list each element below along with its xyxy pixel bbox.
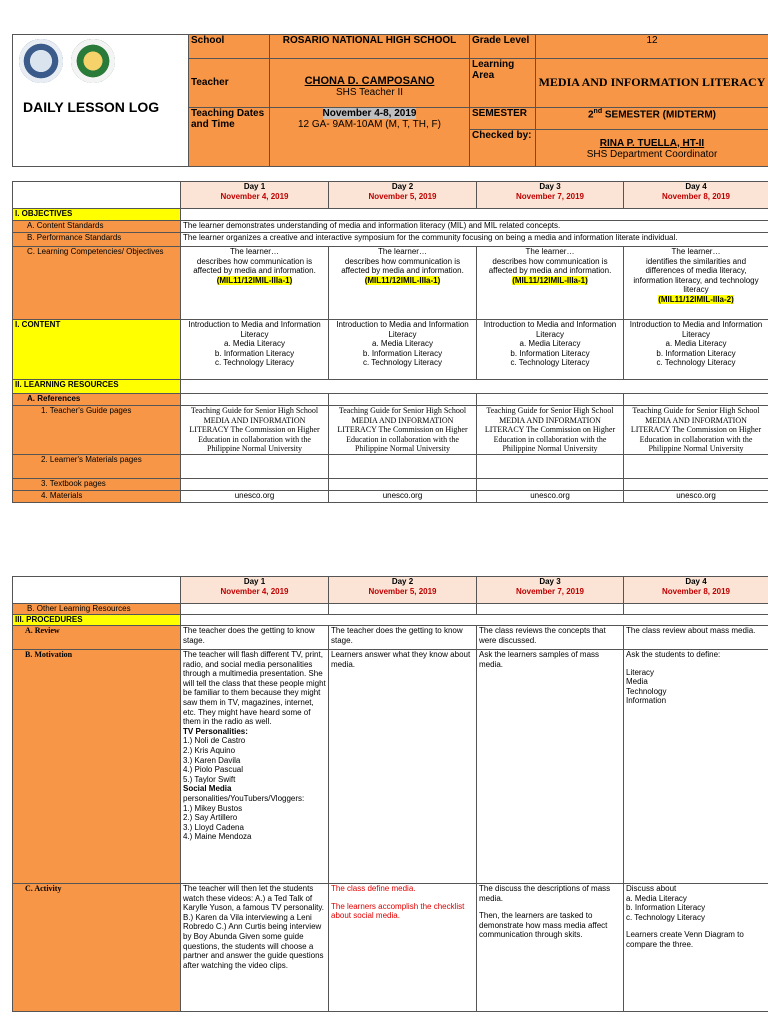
day-date: November 4, 2019 xyxy=(220,191,289,201)
content-line: Introduction to Media and Information Literacy xyxy=(188,320,321,339)
procedures-table xyxy=(12,576,768,1012)
tv-personalities-heading: TV Personalities: xyxy=(183,726,248,736)
activity-line: The learners accomplish the checklist about social media. xyxy=(331,901,465,921)
blank-cell xyxy=(329,394,477,406)
competency-cell xyxy=(181,247,329,320)
day-label: Day 1 xyxy=(243,577,266,586)
review-cell: The class reviews the concepts that were discussed. xyxy=(477,626,624,650)
competency-code: (MIL11/12IMIL-IIIa-1) xyxy=(512,275,588,285)
motivation-intro: The teacher will flash different TV, print, radio, and social media personalities through a multimedia presentation. She will tell the class that these people might be familiar to them because they might saw them in TV, magazines, internet, etc. They might have heard some of them in the radio as well. xyxy=(183,650,326,727)
competency-code: (MIL11/12IMIL-IIIa-2) xyxy=(658,294,734,304)
semester-value xyxy=(536,107,768,129)
list-item: 4.) Piolo Pascual xyxy=(183,765,244,775)
blank-cell xyxy=(477,454,624,478)
corner-cell xyxy=(13,182,181,209)
blank-cell xyxy=(624,478,768,490)
day-header xyxy=(477,577,624,604)
checked-cell xyxy=(536,129,768,166)
objectives-table xyxy=(12,181,768,503)
semester-label: SEMESTER xyxy=(470,107,536,129)
content-line: a. Media Literacy xyxy=(372,339,433,349)
content-line: a. Media Literacy xyxy=(665,339,727,349)
activity-line: Then, the learners are tasked to demonstrate how mass media affect communication through skits. xyxy=(479,911,608,940)
social-media-subheading: personalities/YouTubers/Vloggers: xyxy=(183,793,305,803)
day-header xyxy=(477,182,624,209)
day-date: November 7, 2019 xyxy=(515,586,585,596)
performance-standards-label: B. Performance Standards xyxy=(13,233,181,247)
competency-text: identifies the similarities and differences of media literacy, information literacy, and technology literacy xyxy=(633,256,759,295)
header-table xyxy=(12,34,768,167)
blank-cell xyxy=(329,454,477,478)
competency-lead: The learner… xyxy=(525,247,575,256)
day-label: Day 2 xyxy=(391,577,414,586)
competency-text: describes how communication is affected by media and information. xyxy=(193,256,316,276)
competency-cell xyxy=(624,247,768,320)
day-header xyxy=(181,577,329,604)
teacher-title: SHS Teacher II xyxy=(335,87,404,99)
grade-label: Grade Level xyxy=(470,35,536,59)
checked-name: RINA P. TUELLA, HT-II xyxy=(599,137,705,149)
list-item: Information xyxy=(626,696,667,706)
content-line: b. Information Literacy xyxy=(510,348,590,358)
blank-cell xyxy=(181,380,768,394)
performance-standards: The learner organizes a creative and interactive symposium for the community focusing on being a media and information literate individual. xyxy=(181,233,768,247)
competency-code: (MIL11/12IMIL-IIIa-1) xyxy=(364,275,441,285)
day-date: November 4, 2019 xyxy=(220,586,289,596)
competency-text: describes how communication is affected by media and information. xyxy=(341,256,464,276)
competencies-label: C. Learning Competencies/ Objectives xyxy=(13,247,181,320)
teachers-guide-cell: Teaching Guide for Senior High School MEDIA AND INFORMATION LITERACY The Commission on Higher Education in collaboration with the Philippine Normal University xyxy=(329,406,477,455)
day-label: Day 3 xyxy=(539,577,561,586)
school-seal-icon xyxy=(71,39,115,83)
review-label: A. Review xyxy=(13,626,181,650)
activity-heading: Discuss about xyxy=(626,884,677,893)
content-cell xyxy=(477,320,624,380)
content-line: b. Information Literacy xyxy=(656,348,736,358)
list-item: Literacy xyxy=(626,667,655,677)
checked-label: Checked by: xyxy=(470,129,536,166)
content-line: Introduction to Media and Information Literacy xyxy=(336,320,469,339)
day-header xyxy=(624,577,768,604)
competency-lead: The learner… xyxy=(230,247,279,256)
day-date: November 8, 2019 xyxy=(661,586,731,596)
day-label: Day 2 xyxy=(391,182,414,191)
content-line: a. Media Literacy xyxy=(224,339,285,349)
review-cell: The teacher does the getting to know stage. xyxy=(181,626,329,650)
content-line: c. Technology Literacy xyxy=(656,358,736,368)
teacher-label: Teacher xyxy=(189,59,270,107)
teachers-guide-cell: Teaching Guide for Senior High School MEDIA AND INFORMATION LITERACY The Commission on Higher Education in collaboration with the Philippine Normal University xyxy=(624,406,768,455)
content-line: c. Technology Literacy xyxy=(214,358,294,368)
activity-line: The discuss the descriptions of mass media. xyxy=(479,884,611,903)
dates-value: November 4-8, 2019 xyxy=(322,107,417,119)
area-value: MEDIA AND INFORMATION LITERACY xyxy=(536,59,768,107)
activity-cell: The teacher will then let the students watch these videos: A.) a Ted Talk of Karylle Yuson, a famous TV personality. B.) Karen da Vila interviewing a Leni Robredo C.) Ann Curtis being interview by Boy Abunda Given some guide questions, the students will choose a partner and answer the guide questions after watching the video clips. xyxy=(181,884,329,1012)
list-item: 5.) Taylor Swift xyxy=(183,774,236,784)
procedures-label: III. PROCEDURES xyxy=(13,615,181,626)
content-line: Introduction to Media and Information Literacy xyxy=(629,320,763,339)
competency-code: (MIL11/12IMIL-IIIa-1) xyxy=(216,275,293,285)
content-standards: The learner demonstrates understanding of media and information literacy (MIL) and MIL related concepts. xyxy=(181,221,768,233)
list-item: 3.) Lloyd Cadena xyxy=(183,822,244,832)
area-label: Learning Area xyxy=(470,59,536,107)
teachers-guide-label: 1. Teacher's Guide pages xyxy=(13,406,181,455)
list-item: 4.) Maine Mendoza xyxy=(183,832,252,842)
activity-line: The class define media. xyxy=(331,884,416,893)
blank-cell xyxy=(181,478,329,490)
list-item: 3.) Karen Davila xyxy=(183,755,241,765)
time-value: 12 GA- 9AM-10AM (M, T, TH, F) xyxy=(298,118,441,130)
review-cell: The teacher does the getting to know stage. xyxy=(329,626,477,650)
content-line: b. Information Literacy xyxy=(362,348,443,358)
blank-cell xyxy=(477,478,624,490)
list-item: Media xyxy=(626,677,648,687)
day-header xyxy=(329,182,477,209)
list-item: 1.) Mikey Bustos xyxy=(183,803,243,813)
blank-cell xyxy=(181,209,768,221)
semester-sup: nd xyxy=(593,107,603,115)
blank-cell xyxy=(624,454,768,478)
list-item: b. Information Literacy xyxy=(626,903,706,913)
resources-label: II. LEARNING RESOURCES xyxy=(13,380,181,394)
content-line: c. Technology Literacy xyxy=(362,358,442,368)
blank-cell xyxy=(181,604,329,615)
grade-value: 12 xyxy=(536,35,768,59)
day-label: Day 4 xyxy=(685,577,707,586)
page-title: DAILY LESSON LOG xyxy=(23,99,160,115)
blank-cell xyxy=(477,394,624,406)
teachers-guide-cell: Teaching Guide for Senior High School MEDIA AND INFORMATION LITERACY The Commission on Higher Education in collaboration with the Philippine Normal University xyxy=(181,406,329,455)
activity-cell xyxy=(329,884,477,1012)
day-date: November 5, 2019 xyxy=(368,586,437,596)
day-header xyxy=(329,577,477,604)
review-cell: The class review about mass media. xyxy=(624,626,768,650)
blank-cell xyxy=(181,615,768,626)
list-item: Technology xyxy=(626,686,667,696)
content-label: I. CONTENT xyxy=(13,320,181,380)
logo-cell xyxy=(13,35,189,167)
content-cell xyxy=(329,320,477,380)
content-cell xyxy=(624,320,768,380)
references-label: A. References xyxy=(13,394,181,406)
semester-num: 2 xyxy=(587,108,594,120)
corner-cell xyxy=(13,577,181,604)
blank-cell xyxy=(624,604,768,615)
blank-cell xyxy=(624,394,768,406)
activity-line: Learners create Venn Diagram to compare the three. xyxy=(626,930,744,949)
list-item: 2.) Kris Aquino xyxy=(183,745,236,755)
learners-materials-label: 2. Learner's Materials pages xyxy=(13,454,181,478)
activity-cell xyxy=(477,884,624,1012)
blank-cell xyxy=(329,478,477,490)
day-date: November 5, 2019 xyxy=(368,191,437,201)
objectives-label: I. OBJECTIVES xyxy=(13,209,181,221)
content-cell xyxy=(181,320,329,380)
school-name: ROSARIO NATIONAL HIGH SCHOOL xyxy=(270,35,470,59)
blank-cell xyxy=(181,394,329,406)
list-item: 1.) Noli de Castro xyxy=(183,736,246,746)
day-date: November 8, 2019 xyxy=(661,191,731,201)
list-item: 2.) Say Artillero xyxy=(183,813,238,823)
motivation-cell xyxy=(624,650,768,884)
materials-label: 4. Materials xyxy=(13,490,181,502)
content-line: b. Information Literacy xyxy=(214,348,295,358)
motivation-cell xyxy=(181,650,329,884)
day-header xyxy=(181,182,329,209)
list-item: a. Media Literacy xyxy=(626,893,687,903)
social-media-heading: Social Media xyxy=(183,784,232,794)
school-label: School xyxy=(189,35,270,59)
blank-cell xyxy=(181,454,329,478)
motivation-cell: Ask the learners samples of mass media. xyxy=(477,650,624,884)
deped-seal-icon xyxy=(19,39,63,83)
content-line: Introduction to Media and Information Literacy xyxy=(483,320,617,339)
activity-cell xyxy=(624,884,768,1012)
motivation-label: B. Motivation xyxy=(13,650,181,884)
day-date: November 7, 2019 xyxy=(515,191,585,201)
content-standards-label: A. Content Standards xyxy=(13,221,181,233)
competency-cell xyxy=(329,247,477,320)
materials-cell: unesco.org xyxy=(624,490,768,502)
other-resources-label: B. Other Learning Resources xyxy=(13,604,181,615)
dates-cell xyxy=(270,107,470,166)
checked-title: SHS Department Coordinator xyxy=(586,148,718,160)
content-line: a. Media Literacy xyxy=(519,339,581,349)
list-item: c. Technology Literacy xyxy=(626,912,706,922)
competency-text: describes how communication is affected by media and information. xyxy=(488,256,612,276)
semester-text: SEMESTER (MIDTERM) xyxy=(602,108,716,120)
materials-cell: unesco.org xyxy=(477,490,624,502)
dates-label: Teaching Dates and Time xyxy=(189,107,270,166)
teacher-name: CHONA D. CAMPOSANO xyxy=(304,75,435,88)
competency-lead: The learner… xyxy=(378,247,427,256)
content-line: c. Technology Literacy xyxy=(510,358,590,368)
motivation-heading: Ask the students to define: xyxy=(626,650,721,659)
activity-label: C. Activity xyxy=(13,884,181,1012)
day-label: Day 1 xyxy=(243,182,266,191)
day-label: Day 4 xyxy=(685,182,707,191)
blank-cell xyxy=(477,604,624,615)
competency-lead: The learner… xyxy=(671,247,721,256)
materials-cell: unesco.org xyxy=(181,490,329,502)
teacher-cell xyxy=(270,59,470,107)
materials-cell: unesco.org xyxy=(329,490,477,502)
competency-cell xyxy=(477,247,624,320)
day-header xyxy=(624,182,768,209)
day-label: Day 3 xyxy=(539,182,561,191)
textbook-label: 3. Textbook pages xyxy=(13,478,181,490)
blank-cell xyxy=(329,604,477,615)
motivation-cell: Learners answer what they know about media. xyxy=(329,650,477,884)
teachers-guide-cell: Teaching Guide for Senior High School MEDIA AND INFORMATION LITERACY The Commission on Higher Education in collaboration with the Philippine Normal University xyxy=(477,406,624,455)
